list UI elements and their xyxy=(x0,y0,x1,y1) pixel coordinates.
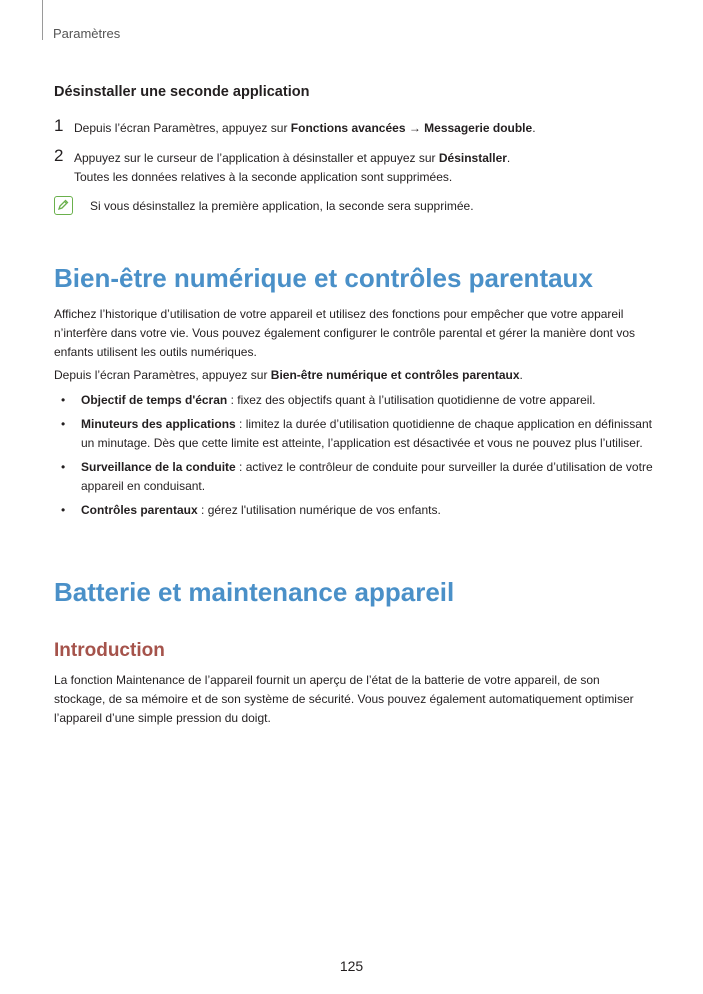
introduction-paragraph: La fonction Maintenance de l’appareil fournit un aperçu de l’état de la batterie de votre appareil, de son stockage, de sa mémoire et de son système de sécurité. Vous pouvez également automatiquement optimiser l’appareil d’une simple pression du doigt. xyxy=(54,673,634,725)
step-text: Depuis l’écran Paramètres, appuyez sur Fonctions avancées → Messagerie double. xyxy=(74,121,536,135)
bullet-icon: • xyxy=(61,503,66,517)
bullet-icon: • xyxy=(61,393,66,407)
section-heading-uninstall: Désinstaller une seconde application xyxy=(54,84,310,100)
page-number: 125 xyxy=(339,958,364,974)
list-item: • Contrôles parentaux : gérez l'utilisation numérique de vos enfants. xyxy=(54,501,654,520)
step-number: 1 xyxy=(54,116,64,135)
header-title: Paramètres xyxy=(53,26,121,41)
header-rule xyxy=(42,0,43,40)
settings-path: Depuis l’écran Paramètres, appuyez sur Bien-être numérique et contrôles parentaux. xyxy=(54,368,523,382)
list-item: • Objectif de temps d'écran : fixez des objectifs quant à l’utilisation quotidienne de votre appareil. xyxy=(54,391,654,410)
feature-list xyxy=(54,391,654,525)
bullet-icon: • xyxy=(61,460,66,474)
section-title-digital-wellbeing: Bien-être numérique et contrôles parentaux xyxy=(54,263,593,293)
section-title-battery-maintenance: Batterie et maintenance appareil xyxy=(54,577,455,607)
list-item: • Surveillance de la conduite : activez le contrôleur de conduite pour surveiller la durée d’utilisation de votre appareil en conduisant. xyxy=(61,460,653,493)
list-item: • Minuteurs des applications : limitez la durée d’utilisation quotidienne de chaque application en définissant un minutage. Dès que cette limite est atteinte, l’application est désactivée et vous ne pouvez plus l’utiliser. xyxy=(61,417,652,450)
subsection-title-introduction: Introduction xyxy=(54,640,165,661)
intro-paragraph: Affichez l’historique d’utilisation de votre appareil et utilisez des fonctions pour empêcher que votre appareil n’interfère dans votre vie. Vous pouvez également configurer le contrôle parental et gérer la manière dont vos enfants utilisent les outils numériques. xyxy=(54,307,636,359)
bullet-icon: • xyxy=(61,417,66,431)
note-pencil-icon xyxy=(54,196,73,215)
step-text: Appuyez sur le curseur de l’application à désinstaller et appuyez sur Désinstaller. xyxy=(74,151,511,165)
step-extra-text: Toutes les données relatives à la seconde application sont supprimées. xyxy=(74,170,453,184)
step-number: 2 xyxy=(54,146,64,165)
note-text: Si vous désinstallez la première application, la seconde sera supprimée. xyxy=(90,199,474,213)
